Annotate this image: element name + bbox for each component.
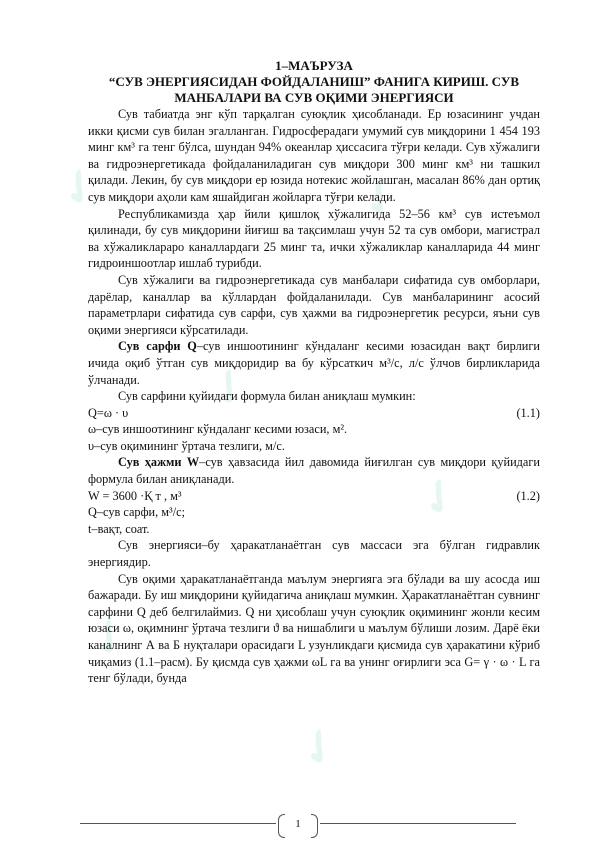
watermark: ✓ (197, 354, 261, 420)
formula-expression: W = 3600 ·Қ т , м³ (88, 488, 182, 503)
lecture-title-line2: МАНБАЛАРИ ВА СУВ ОҚИМИ ЭНЕРГИЯСИ (174, 90, 454, 105)
definition-omega: ω–сув иншоотининг кўндаланг кесими юзаси, м². (88, 422, 348, 437)
footer-rule-right (320, 823, 516, 824)
paragraph-intro: Сув табиатда энг кўп тарқалган суюқлик ҳисобланади. Ер юзасининг учдан икки қисми сув билан эгалланган. Гидросферадаги умумий сув миқдорини 1 454 193 минг км³ га тенг бўлса, шундан 94% океанлар ҳиссасига тўғри келади. Сув хўжалиги ва гидроэнергетикада фойдаланиладиган сув миқдори 300 минг км³ ни ташкил қилади. Лекин, бу сув миқдори ер юзида нотекис жойлашган, масалан 86% дан ортиқ сув миқдори аҳоли кам яшайдиган жойларга тўғри келади. (88, 107, 540, 204)
paragraph-discharge: Сув сарфи Q–сув иншоотининг кўндаланг кесими юзасидан вақт бирлиги ичида оқиб ўтган сув миқдоридир ва бу кўрсаткич м³/с, л/с ўлчов бирликларида ўлчанади. (88, 339, 540, 387)
formula-1-1 (88, 405, 540, 422)
paragraph-sources: Сув хўжалиги ва гидроэнергетикада сув манбалари сифатида сув омборлари, дарёлар, каналлар ва кўллардан фойдаланилади. Сув манбаларининг асосий параметрлари сифатида сув сарфи, сув ҳажми ва гидроэнергетик ресурси, яъни сув оқими энергияси кўрсатилади. (88, 272, 540, 337)
definition-time: t–вақт, соат. (88, 521, 150, 536)
paragraph-formula-intro: Сув сарфини қуйидаги формула билан аниқлаш мумкин: (118, 389, 416, 404)
formula-number: (1.2) (516, 488, 540, 503)
paragraph-flow-work: Сув оқими ҳаракатланаётганда маълум энергияга эга бўлади ва шу асосда иш бажаради. Бу иш миқдорини қуйидагича аниқлаш мумкин. Ҳаракатланаётган сувнинг сарфини Q деб белгилаймиз. Q ни ҳисоблаш учун суюқлик оқимининг жонли кесим юзаси ω, оқимнинг ўртача тезлиги ϑ ва нишаблиги u маълум бўлиши лозим. Дарё ёки каналнинг А ва Б нуқталари орасидаги L узунликдаги қисмида сув ҳаракатини кўриб чиқамиз (1.1–расм). Бу қисмда сув ҳажми ωL га ва унинг оғирлиги эса G= γ · ω · L га тенг бўлади, бунда (88, 571, 540, 686)
term-discharge: Сув сарфи Q (118, 339, 197, 354)
lecture-number: 1–МАЪРУЗА (275, 58, 353, 73)
formula-number: (1.1) (516, 405, 540, 420)
watermark: ✓ (347, 164, 411, 230)
watermark: ✓ (407, 464, 471, 530)
paragraph-republic: Республикамизда ҳар йили қишлоқ хўжалигида 52–56 км³ сув истеъмол қилинади, бу сув миқдорини йиғиш ва тақсимлаш учун 52 та сув омбори, магистрал ва хўжаликлараро каналлардаги 25 минг та, ички хўжаликлар каналларида 44 минг гидроиншоотлар ишлаб турибди. (88, 206, 540, 271)
page-footer (0, 812, 596, 836)
page-number-box (278, 814, 318, 834)
paragraph-energy: Сув энергияси–бу ҳаракатланаётган сув массаси эга бўлган гидравлик энергиядир. (88, 538, 540, 570)
definition-velocity: υ–сув оқимининг ўртача тезлиги, м/с. (88, 438, 285, 453)
paragraph-volume: Сув ҳажми W–сув ҳавзасида йил давомида йиғилган сув миқдори қуйидаги формула билан аниқланади. (88, 455, 541, 487)
term-volume: Сув ҳажми W (118, 455, 200, 470)
watermark: ✓ (287, 714, 351, 780)
brace-right (311, 814, 318, 838)
footer-rule-left (80, 823, 276, 824)
lecture-content (88, 58, 540, 687)
watermark: ✓ (77, 604, 141, 670)
brace-left (278, 814, 285, 838)
formula-expression: Q=ω · υ (88, 405, 129, 420)
definition-discharge: Q–сув сарфи, м³/с; (88, 505, 186, 520)
page-number: 1 (295, 818, 301, 830)
lecture-title-line1: “СУВ ЭНЕРГИЯСИДАН ФОЙДАЛАНИШ” ФАНИГА КИРИШ. СУВ (108, 74, 520, 89)
formula-1-2 (88, 488, 540, 505)
watermark: ✓ (47, 154, 111, 220)
